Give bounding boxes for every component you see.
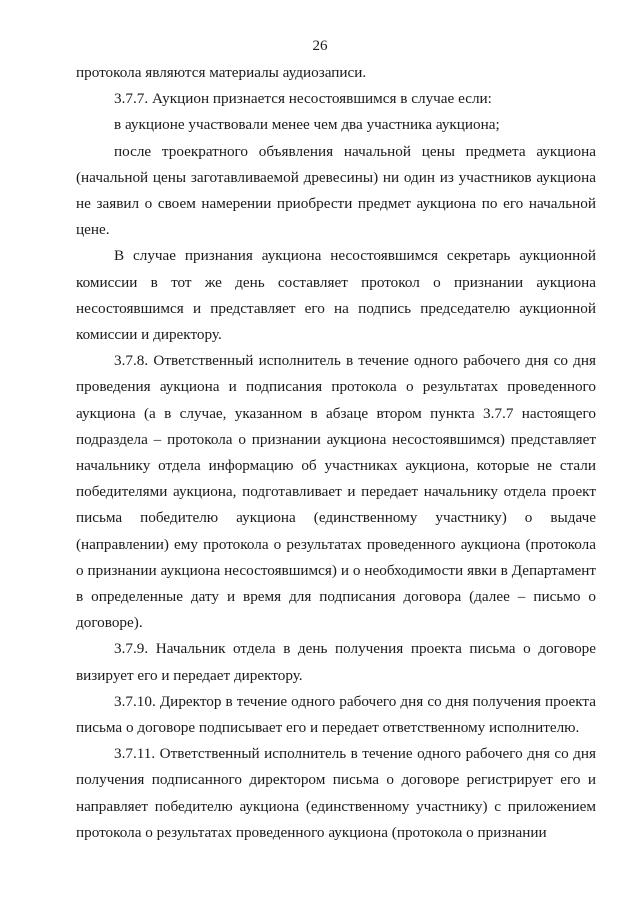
paragraph-1: протокола являются материалы аудиозаписи. [76,64,367,81]
paragraph-8: 3.7.10. Директор в течение одного рабочего дня со дня получения проекта письма о договоре подписывает его и передает ответственному исполнителю. [76,692,596,737]
paragraph-9: 3.7.11. Ответственный исполнитель в течение одного рабочего дня со дня получения подписанного директором письма о договоре регистрирует его и направляет победителю аукциона (единственному участнику) с приложением протокола о результатах проведенного аукциона (протокола о признании [76,745,596,841]
page-number: 26 [312,38,328,54]
paragraph-7: 3.7.9. Начальник отдела в день получения проекта письма о договоре визирует его и передает директору. [76,640,596,684]
paragraph-4: после троекратного объявления начальной цены предмета аукциона (начальной цены заготавливаемой древесины) ни один из участников аукциона не заявил о своем намерении приобрести предмет аукциона по его начальной цене. [76,142,596,239]
paragraph-3: в аукционе участвовали менее чем два участника аукциона; [114,116,500,134]
document-body [76,60,596,846]
paragraph-5: В случае признания аукциона несостоявшимся секретарь аукционной комиссии в тот же день составляет протокол о признании аукциона несостоявшимся и представляет его на подпись председателю аукционной комиссии и директору. [76,247,596,344]
paragraph-2: 3.7.7. Аукцион признается несостоявшимся в случае если: [114,90,492,108]
paragraph-6: 3.7.8. Ответственный исполнитель в течение одного рабочего дня со дня проведения аукциона и подписания протокола о результатах проведенного аукциона (а в случае, указанном в абзаце втором пункта 3.7.7 настоящего подраздела – протокола о признании аукциона несостоявшимся) представляет начальнику отдела информацию об участниках аукциона, которые не стали победителями аукциона, подготавливает и передает начальнику отдела проект письма победителю аукциона (единственному участнику) о выдаче (направлении) ему протокола о результатах проведенного аукциона (протокола о признании аукциона несостоявшимся) и о необходимости явки в Департамент в определенные дату и время для подписания договора (далее – письмо о договоре). [76,352,596,632]
